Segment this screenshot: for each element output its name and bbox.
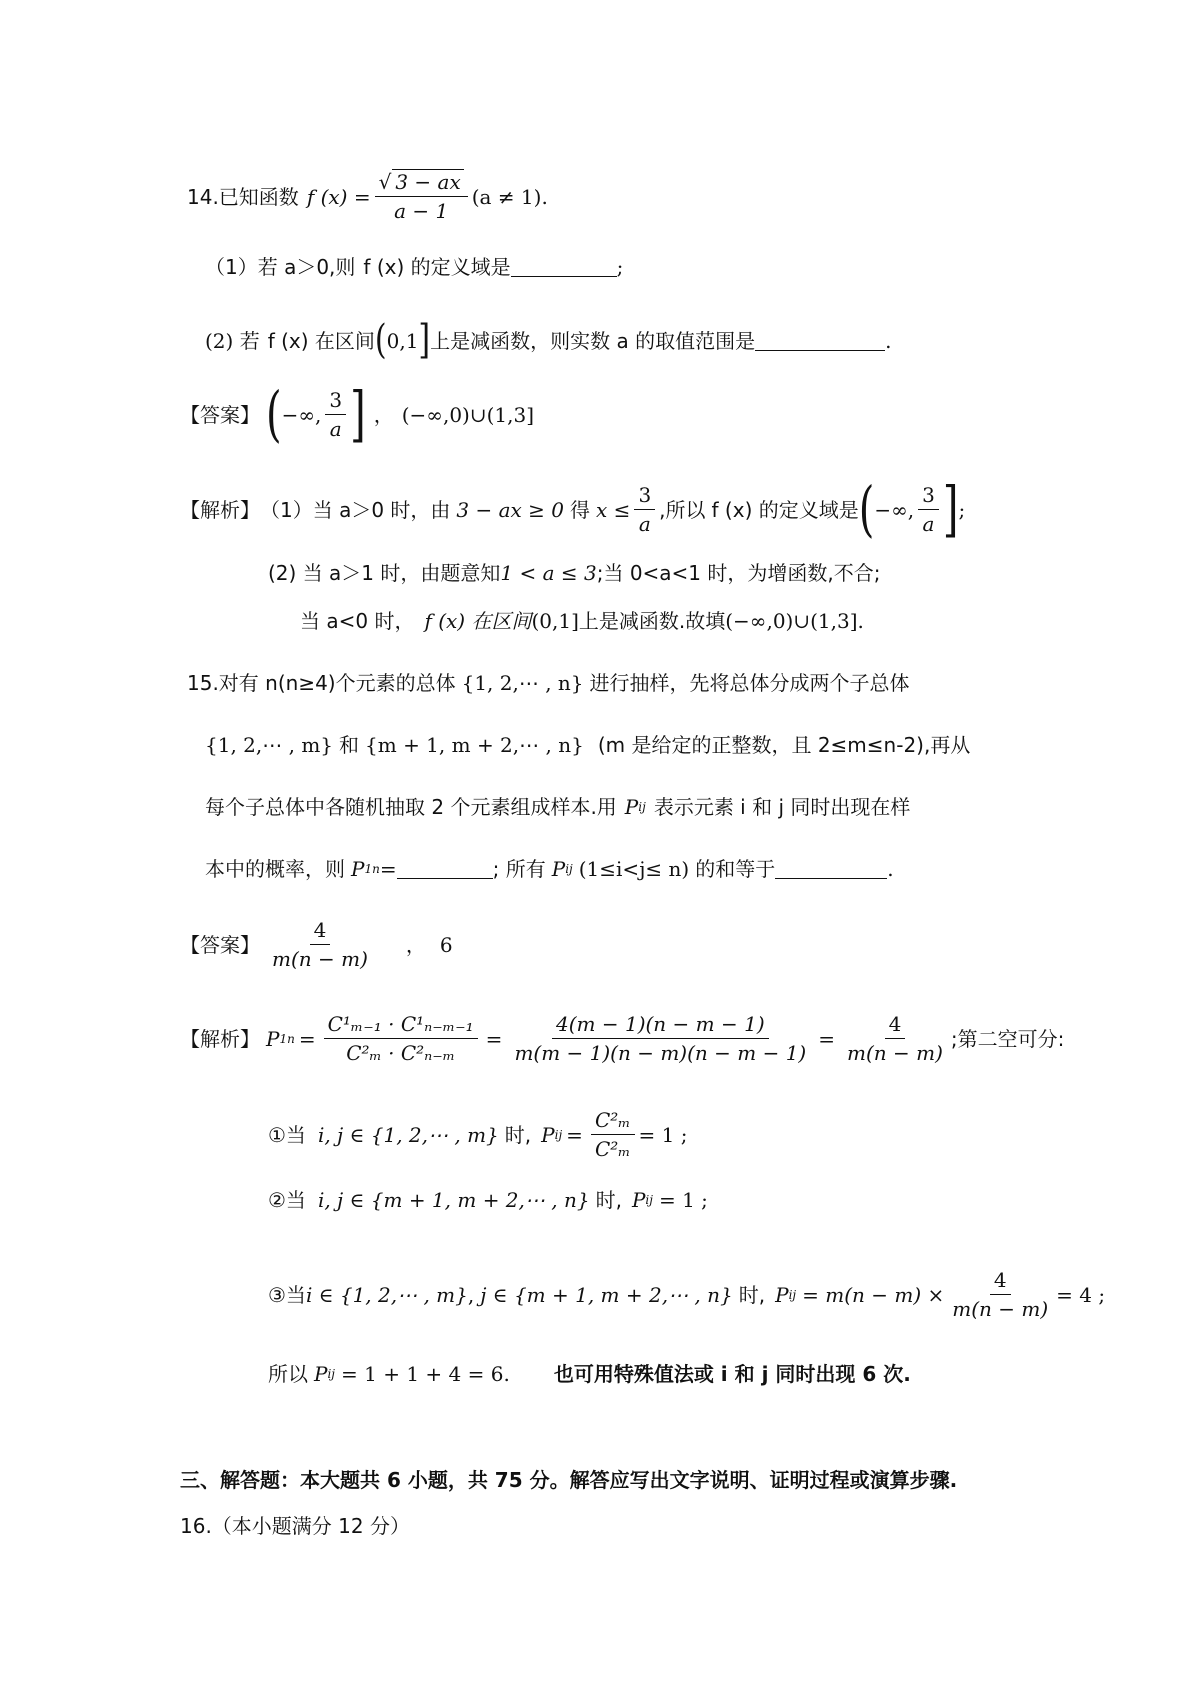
answer-blank — [775, 860, 887, 879]
q15-line-3: 每个子总体中各随机抽取 2 个元素组成样本.用 P ij 表示元素 i 和 j 同时出现在样 — [205, 795, 911, 819]
q15-line-1: 15.对有 n(n≥4)个元素的总体 {1, 2,⋯ , n} 进行抽样，先将总体分成两个子总体 — [187, 671, 910, 695]
q14-solution-3: 当 a<0 时， f (x) 在区间 (0,1] 上是减函数.故填 (−∞,0)∪(1,3] . — [300, 609, 864, 633]
q14-stem: 14.已知函数 f (x) = $\frac{√ 3 - ax}{a - 1}$ (a ≠ 1). — [187, 170, 548, 223]
q14-part1: （1）若 a＞0,则 f (x) 的定义域是 ; — [205, 255, 624, 279]
q15-answer: 【答案】 $\frac{4}{m(n - m)}$ ， 6 — [180, 918, 453, 971]
q15-solution-1: 【解析】 P 1n = $\frac{\text{C¹ₘ₋₁ · C¹ₙ₋ₘ₋₁}}{\text{C²ₘ · C²ₙ₋ₘ}}$ = $\frac{4(m - 1)(n - m - 1)}{m(m - 1)(n - m)(n - m - 1)}$ = $\frac{4}{m(n - m)}$ ;第二空可分: — [180, 1012, 1065, 1065]
q14-fraction: $\frac{√ 3 - ax}{a - 1}$ — [375, 172, 468, 221]
q16-heading: 16.（本小题满分 12 分） — [180, 1514, 410, 1538]
q15-line-4: 本中的概率，则 P 1n = ; 所有 P ij (1≤i<j≤ n) 的和等于 . — [205, 857, 894, 881]
answer-blank — [755, 332, 885, 351]
q15-conclusion: 所以 P ij = 1 + 1 + 4 = 6. 也可用特殊值法或 i 和 j 同时出现 6 次. — [268, 1362, 911, 1386]
q15-line-2: {1, 2,⋯ , m} 和 {m + 1, m + 2,⋯ , n} (m 是给定的正整数，且 2≤m≤n-2),再从 — [205, 733, 971, 757]
section-3-heading: 三、解答题：本大题共 6 小题，共 75 分。解答应写出文字说明、证明过程或演算步骤. — [180, 1468, 958, 1492]
q15-case-2: ②当 i, j ∈ {m + 1, m + 2,⋯ , n} 时, P ij = 1 ; — [268, 1188, 708, 1212]
q15-case-1: ①当 i, j ∈ {1, 2,⋯ , m} 时, P ij = $\frac{\text{C²ₘ}}{\text{C²ₘ}}$ = 1 ; — [268, 1108, 688, 1161]
answer-blank — [511, 258, 617, 277]
q14-solution-1: 【解析】 （1）当 a＞0 时，由 3 − ax ≥ 0 得 x ≤ $\frac{3}{a}$ ,所以 f (x) 的定义域是 ( −∞, $\frac{3}{a}$ ] ; — [180, 475, 966, 544]
q14-part2: (2) 若 f (x) 在区间 ( 0,1 ] 上是减函数，则实数 a 的取值范围是 . — [205, 316, 892, 364]
q15-case-3: ③当 i ∈ {1, 2,⋯ , m} , j ∈ {m + 1, m + 2,⋯ , n} 时, P ij = m(n − m) × $\frac{4}{m(n - m)}$ = 4 ; — [268, 1268, 1106, 1321]
q14-answer: 【答案】 ( −∞, $\frac{3}{a}$ ] ， (−∞,0)∪(1,3] — [180, 380, 535, 449]
answer-blank — [397, 860, 493, 879]
q14-solution-2: (2) 当 a＞1 时，由题意知 1 < a ≤ 3 ;当 0<a<1 时，为增函数,不合; — [268, 561, 881, 585]
